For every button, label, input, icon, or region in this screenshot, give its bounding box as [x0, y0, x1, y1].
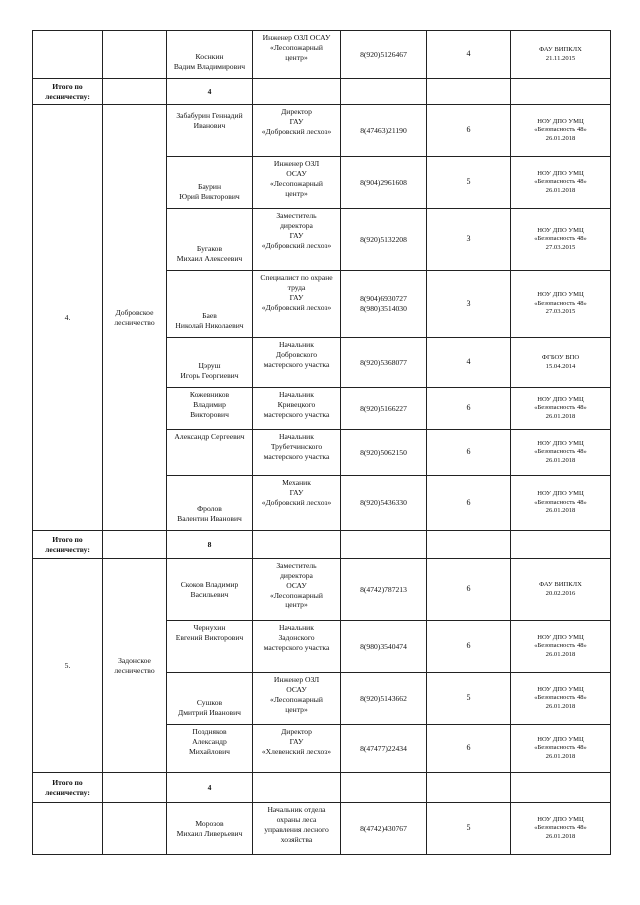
position-cell: Инженер ОЗЛ ОСАУ «Лесопожарный центр»: [253, 673, 341, 725]
phone-cell: 8(47477)22434: [341, 725, 427, 773]
qty-cell: 6: [427, 388, 511, 430]
table-row: [33, 803, 611, 855]
qualification-cell: НОУ ДПО УМЦ «Безопасность 48» 27.03.2015: [511, 209, 611, 271]
name-cell: Чернухин Евгений Викторович: [167, 621, 253, 673]
name-cell: Фролов Валентин Иванович: [167, 476, 253, 531]
group-number: 4.: [33, 105, 103, 531]
total-row: [33, 773, 611, 803]
num-cell: [33, 803, 103, 855]
name-cell: Скоков Владимир Васильевич: [167, 559, 253, 621]
phone-cell: 8(904)6930727 8(980)3514030: [341, 271, 427, 338]
total-row: [33, 531, 611, 559]
phone-cell: 8(980)3540474: [341, 621, 427, 673]
qty-cell: 5: [427, 157, 511, 209]
qty-cell: 6: [427, 621, 511, 673]
table-row: [33, 559, 611, 621]
district-name: Добровское лесничество: [103, 105, 167, 531]
phone-cell: 8(920)5436330: [341, 476, 427, 531]
total-value: 4: [167, 79, 253, 105]
position-cell: Специалист по охране труда ГАУ «Добровский лесхоз»: [253, 271, 341, 338]
qty-cell: 3: [427, 209, 511, 271]
qualification-cell: НОУ ДПО УМЦ «Безопасность 48» 27.03.2015: [511, 271, 611, 338]
staff-table: [32, 30, 611, 855]
qualification-cell: НОУ ДПО УМЦ «Безопасность 48» 26.01.2018: [511, 430, 611, 476]
position-cell: Директор ГАУ «Добровский лесхоз»: [253, 105, 341, 157]
table-row: [33, 31, 611, 79]
qualification-cell: ФАУ ВИПКЛХ 20.02.2016: [511, 559, 611, 621]
position-cell: Директор ГАУ «Хлевенский лесхоз»: [253, 725, 341, 773]
qualification-cell: НОУ ДПО УМЦ «Безопасность 48» 26.01.2018: [511, 673, 611, 725]
name-cell: Баев Николай Николаевич: [167, 271, 253, 338]
name-cell: Баурин Юрий Викторович: [167, 157, 253, 209]
qty-cell: 4: [427, 31, 511, 79]
group-number: 5.: [33, 559, 103, 773]
position-cell: Начальник Добровского мастерского участка: [253, 338, 341, 388]
district-name: Задонское лесничество: [103, 559, 167, 773]
name-cell: Кожевников Владимир Викторович: [167, 388, 253, 430]
district-cell: [103, 31, 167, 79]
phone-cell: 8(904)2961608: [341, 157, 427, 209]
name-cell: Забабурин Геннадий Иванович: [167, 105, 253, 157]
total-value: 8: [167, 531, 253, 559]
phone-cell: 8(920)5166227: [341, 388, 427, 430]
qty-cell: 3: [427, 271, 511, 338]
position-cell: Заместитель директора ОСАУ «Лесопожарный центр»: [253, 559, 341, 621]
qty-cell: 6: [427, 430, 511, 476]
name-cell: Бугаков Михаил Алексеевич: [167, 209, 253, 271]
total-row: [33, 79, 611, 105]
name-cell: Поздняков Александр Михайлович: [167, 725, 253, 773]
name-cell: Александр Сергеевич: [167, 430, 253, 476]
qty-cell: 6: [427, 476, 511, 531]
qualification-cell: ФАУ ВИПКЛХ 21.11.2015: [511, 31, 611, 79]
position-cell: Инженер ОЗЛ ОСАУ «Лесопожарный центр»: [253, 31, 341, 79]
phone-cell: 8(47463)21190: [341, 105, 427, 157]
qty-cell: 4: [427, 338, 511, 388]
phone-cell: 8(4742)430767: [341, 803, 427, 855]
district-cell: [103, 803, 167, 855]
phone-cell: 8(920)5126467: [341, 31, 427, 79]
position-cell: Начальник отдела охраны леса управления лесного хозяйства: [253, 803, 341, 855]
phone-cell: 8(920)5143662: [341, 673, 427, 725]
name-cell: Коснкин Вадим Владимирович: [167, 31, 253, 79]
qualification-cell: НОУ ДПО УМЦ «Безопасность 48» 26.01.2018: [511, 803, 611, 855]
qty-cell: 6: [427, 105, 511, 157]
phone-cell: 8(920)5062150: [341, 430, 427, 476]
qualification-cell: НОУ ДПО УМЦ «Безопасность 48» 26.01.2018: [511, 621, 611, 673]
qualification-cell: НОУ ДПО УМЦ «Безопасность 48» 26.01.2018: [511, 388, 611, 430]
qualification-cell: НОУ ДПО УМЦ «Безопасность 48» 26.01.2018: [511, 105, 611, 157]
phone-cell: 8(920)5368077: [341, 338, 427, 388]
position-cell: Начальник Трубетчинского мастерского участка: [253, 430, 341, 476]
name-cell: Морозов Михаил Ливерьевич: [167, 803, 253, 855]
qualification-cell: НОУ ДПО УМЦ «Безопасность 48» 26.01.2018: [511, 725, 611, 773]
total-label: Итого по лесничеству:: [33, 531, 103, 559]
phone-cell: 8(920)5132208: [341, 209, 427, 271]
total-label: Итого по лесничеству:: [33, 773, 103, 803]
total-value: 4: [167, 773, 253, 803]
phone-cell: 8(4742)787213: [341, 559, 427, 621]
position-cell: Заместитель директора ГАУ «Добровский лесхоз»: [253, 209, 341, 271]
name-cell: Сушков Дмитрий Иванович: [167, 673, 253, 725]
position-cell: Начальник Задонского мастерского участка: [253, 621, 341, 673]
qty-cell: 6: [427, 725, 511, 773]
position-cell: Механик ГАУ «Добровский лесхоз»: [253, 476, 341, 531]
qualification-cell: ФГБОУ ВПО 15.04.2014: [511, 338, 611, 388]
qty-cell: 5: [427, 803, 511, 855]
total-label: Итого по лесничеству:: [33, 79, 103, 105]
num-cell: [33, 31, 103, 79]
position-cell: Начальник Кривецкого мастерского участка: [253, 388, 341, 430]
position-cell: Инженер ОЗЛ ОСАУ «Лесопожарный центр»: [253, 157, 341, 209]
qty-cell: 5: [427, 673, 511, 725]
qty-cell: 6: [427, 559, 511, 621]
qualification-cell: НОУ ДПО УМЦ «Безопасность 48» 26.01.2018: [511, 476, 611, 531]
name-cell: Цэруш Игорь Георгиевич: [167, 338, 253, 388]
table-row: [33, 105, 611, 157]
qualification-cell: НОУ ДПО УМЦ «Безопасность 48» 26.01.2018: [511, 157, 611, 209]
